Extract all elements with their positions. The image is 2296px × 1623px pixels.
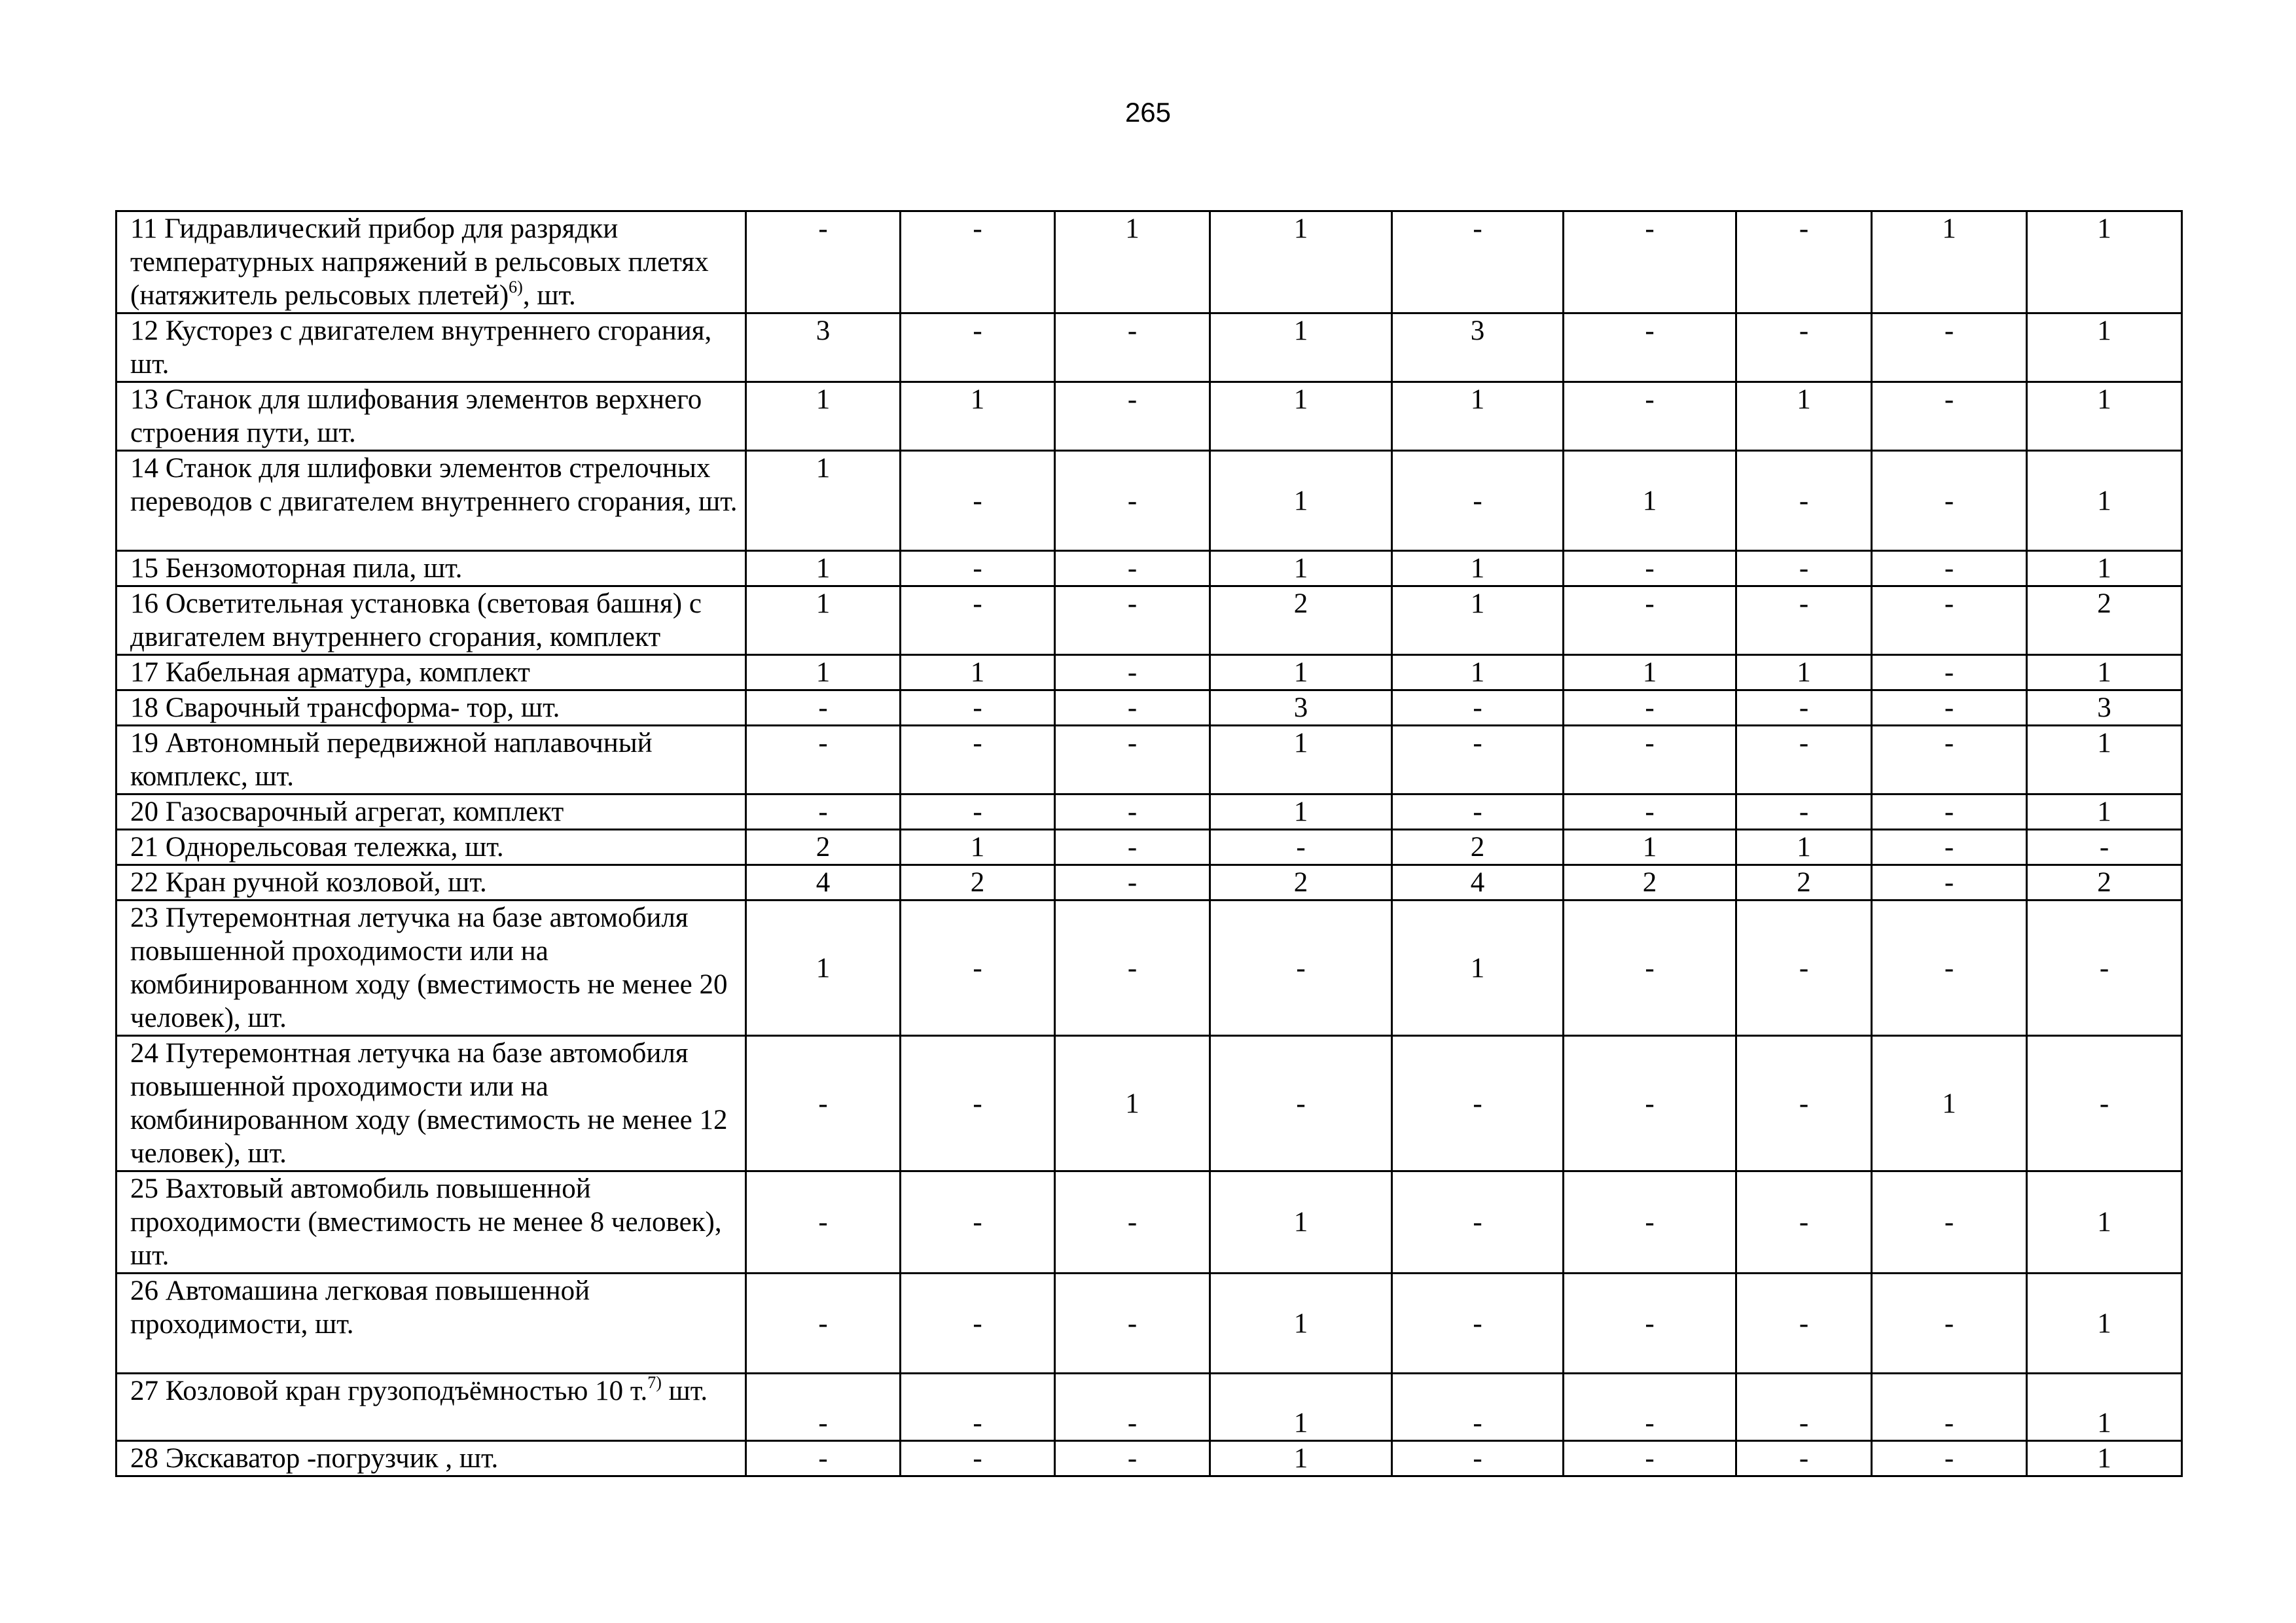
value-cell: - (1055, 1441, 1210, 1476)
value-cell: 2 (2027, 586, 2182, 655)
value-cell: - (1055, 794, 1210, 830)
equipment-name: 19 Автономный передвижной наплавочный комплекс, шт. (130, 728, 653, 792)
equipment-name: 12 Кусторез с двигателем внутреннего сгорания, шт. (130, 315, 712, 380)
value-cell: - (901, 794, 1055, 830)
table-row (117, 726, 2182, 794)
table-row (117, 313, 2182, 382)
equipment-name-cell (117, 1274, 746, 1374)
value-cell: 2 (1736, 865, 1872, 901)
value-cell: - (1736, 726, 1872, 794)
equipment-name-cell (117, 451, 746, 551)
value-cell: 2 (1564, 865, 1736, 901)
value-cell: - (1872, 451, 2027, 551)
value-cell: 1 (2027, 1441, 2182, 1476)
value-cell: - (2027, 830, 2182, 865)
value-cell: 1 (2027, 211, 2182, 313)
value-cell: - (1872, 830, 2027, 865)
value-cell: - (1872, 586, 2027, 655)
value-cell: - (1564, 1441, 1736, 1476)
table-row (117, 1036, 2182, 1171)
value-cell: - (901, 1036, 1055, 1171)
value-cell: - (1872, 901, 2027, 1036)
value-cell: - (1564, 901, 1736, 1036)
value-cell: - (746, 1171, 901, 1274)
value-cell: - (1055, 586, 1210, 655)
value-cell: - (1736, 1171, 1872, 1274)
value-cell: - (2027, 901, 2182, 1036)
equipment-name: 21 Однорельсовая тележка, шт. (130, 832, 504, 863)
value-cell: - (1564, 1274, 1736, 1374)
value-cell: 1 (2027, 313, 2182, 382)
value-cell: - (901, 901, 1055, 1036)
value-cell: - (1392, 1036, 1564, 1171)
equipment-name-cell (117, 830, 746, 865)
value-cell: - (1564, 551, 1736, 586)
value-cell: 1 (1872, 211, 2027, 313)
value-cell: - (1736, 1036, 1872, 1171)
value-cell: - (901, 1274, 1055, 1374)
value-cell: 1 (2027, 726, 2182, 794)
value-cell: 1 (1564, 830, 1736, 865)
value-cell: - (1210, 1036, 1392, 1171)
value-cell: - (1055, 1374, 1210, 1441)
equipment-name: 20 Газосварочный агрегат, комплект (130, 796, 564, 827)
value-cell: 1 (1392, 551, 1564, 586)
value-cell: 1 (1210, 1374, 1392, 1441)
value-cell: 1 (746, 655, 901, 690)
value-cell: 3 (2027, 690, 2182, 726)
value-cell: - (746, 794, 901, 830)
value-cell: 1 (1564, 451, 1736, 551)
value-cell: - (1392, 1374, 1564, 1441)
value-cell: - (1564, 313, 1736, 382)
value-cell: - (901, 1171, 1055, 1274)
equipment-name: 22 Кран ручной козловой, шт. (130, 867, 487, 898)
value-cell: 1 (901, 382, 1055, 451)
value-cell: - (746, 1441, 901, 1476)
value-cell: - (1055, 865, 1210, 901)
value-cell: - (1055, 313, 1210, 382)
page-number: 265 (1124, 97, 1172, 128)
value-cell: - (746, 1374, 901, 1441)
value-cell: 1 (746, 382, 901, 451)
value-cell: - (1055, 690, 1210, 726)
value-cell: 1 (1055, 1036, 1210, 1171)
equipment-name: 26 Автомашина легковая повышенной проходимости, шт. (130, 1275, 590, 1340)
value-cell: - (1736, 551, 1872, 586)
value-cell: 1 (2027, 551, 2182, 586)
equipment-name: 13 Станок для шлифования элементов верхнего строения пути, шт. (130, 384, 702, 448)
equipment-name-cell (117, 211, 746, 313)
value-cell: 1 (2027, 1171, 2182, 1274)
value-cell: 2 (746, 830, 901, 865)
value-cell: - (1872, 726, 2027, 794)
equipment-name-cell (117, 690, 746, 726)
table-row (117, 901, 2182, 1036)
value-cell: 1 (2027, 655, 2182, 690)
value-cell: - (1055, 1274, 1210, 1374)
value-cell: - (901, 211, 1055, 313)
table-row (117, 830, 2182, 865)
table-row (117, 551, 2182, 586)
value-cell: 1 (746, 901, 901, 1036)
value-cell: 1 (1392, 382, 1564, 451)
value-cell: - (1872, 1171, 2027, 1274)
value-cell: - (2027, 1036, 2182, 1171)
value-cell: - (1210, 901, 1392, 1036)
value-cell: - (1736, 586, 1872, 655)
value-cell: 4 (746, 865, 901, 901)
value-cell: - (1392, 794, 1564, 830)
table-row (117, 1374, 2182, 1441)
unit-suffix: шт. (661, 1376, 708, 1406)
value-cell: - (1392, 690, 1564, 726)
equipment-name-cell (117, 726, 746, 794)
value-cell: 1 (1210, 1171, 1392, 1274)
value-cell: - (1736, 451, 1872, 551)
value-cell: - (1872, 1274, 2027, 1374)
value-cell: 2 (901, 865, 1055, 901)
equipment-name: 24 Путеремонтная летучка на базе автомобиля повышенной проходимости или на комбинированном ходу (вместимость не менее 12 человек), шт. (130, 1038, 728, 1169)
table-row (117, 794, 2182, 830)
equipment-name-cell (117, 382, 746, 451)
value-cell: 1 (1210, 1274, 1392, 1374)
value-cell: 1 (2027, 794, 2182, 830)
equipment-name-cell (117, 655, 746, 690)
equipment-name: 17 Кабельная арматура, комплект (130, 657, 530, 688)
value-cell: 1 (1055, 211, 1210, 313)
value-cell: - (1564, 1374, 1736, 1441)
value-cell: - (1872, 313, 2027, 382)
value-cell: - (901, 1374, 1055, 1441)
value-cell: 1 (746, 586, 901, 655)
value-cell: 1 (1210, 726, 1392, 794)
value-cell: - (1736, 901, 1872, 1036)
value-cell: - (901, 690, 1055, 726)
value-cell: 2 (2027, 865, 2182, 901)
value-cell: - (1736, 794, 1872, 830)
table-row (117, 1274, 2182, 1374)
equipment-name-cell (117, 901, 746, 1036)
value-cell: - (746, 211, 901, 313)
value-cell: 1 (1210, 1441, 1392, 1476)
equipment-name: 23 Путеремонтная летучка на базе автомобиля повышенной проходимости или на комбинированном ходу (вместимость не менее 20 человек), шт. (130, 902, 728, 1033)
equipment-name: 18 Сварочный трансформа- тор, шт. (130, 692, 560, 723)
value-cell: 1 (2027, 451, 2182, 551)
value-cell: - (1392, 451, 1564, 551)
value-cell: 1 (1210, 382, 1392, 451)
value-cell: - (1564, 794, 1736, 830)
value-cell: - (1564, 726, 1736, 794)
value-cell: - (1564, 586, 1736, 655)
value-cell: 1 (1564, 655, 1736, 690)
value-cell: - (1055, 726, 1210, 794)
equipment-name: 14 Станок для шлифовки элементов стрелочных переводов с двигателем внутреннего сгорания, шт. (130, 453, 738, 517)
value-cell: 3 (1392, 313, 1564, 382)
value-cell: - (1736, 211, 1872, 313)
value-cell: - (1564, 382, 1736, 451)
equipment-table-body (117, 211, 2182, 1476)
equipment-name: 28 Экскаватор -погрузчик , шт. (130, 1443, 499, 1474)
value-cell: - (901, 451, 1055, 551)
value-cell: 1 (1210, 451, 1392, 551)
equipment-name-cell (117, 865, 746, 901)
value-cell: - (1210, 830, 1392, 865)
value-cell: - (1872, 655, 2027, 690)
equipment-name: 27 Козловой кран грузоподъёмностью 10 т. (130, 1376, 648, 1406)
value-cell: - (1736, 313, 1872, 382)
value-cell: - (1055, 1171, 1210, 1274)
table-row (117, 1441, 2182, 1476)
value-cell: - (1564, 690, 1736, 726)
value-cell: 1 (1210, 655, 1392, 690)
unit-suffix: , шт. (522, 280, 576, 311)
value-cell: - (1872, 551, 2027, 586)
value-cell: - (1392, 1274, 1564, 1374)
value-cell: - (746, 1036, 901, 1171)
value-cell: - (1872, 690, 2027, 726)
value-cell: 1 (1736, 655, 1872, 690)
value-cell: - (1564, 1171, 1736, 1274)
value-cell: - (1872, 382, 2027, 451)
value-cell: - (901, 313, 1055, 382)
value-cell: 1 (1210, 313, 1392, 382)
value-cell: 1 (901, 655, 1055, 690)
footnote-marker: 7) (647, 1373, 662, 1392)
equipment-name-cell (117, 794, 746, 830)
value-cell: 2 (1210, 586, 1392, 655)
value-cell: - (1055, 382, 1210, 451)
value-cell: 2 (1392, 830, 1564, 865)
value-cell: - (1564, 211, 1736, 313)
equipment-name-cell (117, 313, 746, 382)
value-cell: 4 (1392, 865, 1564, 901)
value-cell: - (901, 586, 1055, 655)
value-cell: - (1055, 901, 1210, 1036)
value-cell: - (746, 690, 901, 726)
value-cell: 1 (1210, 211, 1392, 313)
equipment-name: 25 Вахтовый автомобиль повышенной проходимости (вместимость не менее 8 человек), шт. (130, 1173, 722, 1271)
value-cell: - (1872, 1374, 2027, 1441)
value-cell: 1 (1736, 830, 1872, 865)
equipment-name: 16 Осветительная установка (световая башня) с двигателем внутреннего сгорания, комплект (130, 588, 702, 652)
table-row (117, 451, 2182, 551)
value-cell: - (746, 726, 901, 794)
value-cell: - (1872, 1441, 2027, 1476)
value-cell: - (1055, 655, 1210, 690)
value-cell: 1 (1210, 794, 1392, 830)
equipment-name-cell (117, 1374, 746, 1441)
value-cell: 1 (2027, 382, 2182, 451)
value-cell: 2 (1210, 865, 1392, 901)
table-row (117, 690, 2182, 726)
value-cell: 1 (1392, 586, 1564, 655)
value-cell: 1 (1872, 1036, 2027, 1171)
value-cell: - (901, 1441, 1055, 1476)
equipment-name-cell (117, 1171, 746, 1274)
equipment-name-cell (117, 1036, 746, 1171)
value-cell: - (1392, 1171, 1564, 1274)
table-row (117, 586, 2182, 655)
value-cell: - (746, 1274, 901, 1374)
table-row (117, 211, 2182, 313)
equipment-name: 15 Бензомоторная пила, шт. (130, 553, 463, 584)
value-cell: 1 (901, 830, 1055, 865)
value-cell: - (901, 551, 1055, 586)
value-cell: - (1392, 726, 1564, 794)
value-cell: - (1392, 211, 1564, 313)
equipment-name-cell (117, 1441, 746, 1476)
value-cell: 1 (2027, 1274, 2182, 1374)
value-cell: - (1872, 794, 2027, 830)
value-cell: - (1055, 830, 1210, 865)
table-row (117, 655, 2182, 690)
value-cell: 1 (746, 451, 901, 551)
equipment-name: 11 Гидравлический прибор для разрядки температурных напряжений в рельсовых плетях (натяжитель рельсовых плетей) (130, 213, 709, 311)
table-row (117, 1171, 2182, 1274)
equipment-name-cell (117, 586, 746, 655)
value-cell: 1 (1392, 655, 1564, 690)
value-cell: 1 (2027, 1374, 2182, 1441)
value-cell: 1 (746, 551, 901, 586)
value-cell: - (1736, 690, 1872, 726)
value-cell: 3 (746, 313, 901, 382)
value-cell: - (901, 726, 1055, 794)
value-cell: - (1872, 865, 2027, 901)
equipment-name-cell (117, 551, 746, 586)
value-cell: - (1392, 1441, 1564, 1476)
table-row (117, 865, 2182, 901)
value-cell: - (1736, 1441, 1872, 1476)
value-cell: - (1736, 1274, 1872, 1374)
value-cell: - (1055, 551, 1210, 586)
value-cell: 3 (1210, 690, 1392, 726)
value-cell: 1 (1392, 901, 1564, 1036)
value-cell: - (1736, 1374, 1872, 1441)
value-cell: 1 (1736, 382, 1872, 451)
value-cell: 1 (1210, 551, 1392, 586)
equipment-table (115, 210, 2183, 1477)
table-row (117, 382, 2182, 451)
footnote-marker: 6) (509, 277, 523, 296)
value-cell: - (1055, 451, 1210, 551)
value-cell: - (1564, 1036, 1736, 1171)
